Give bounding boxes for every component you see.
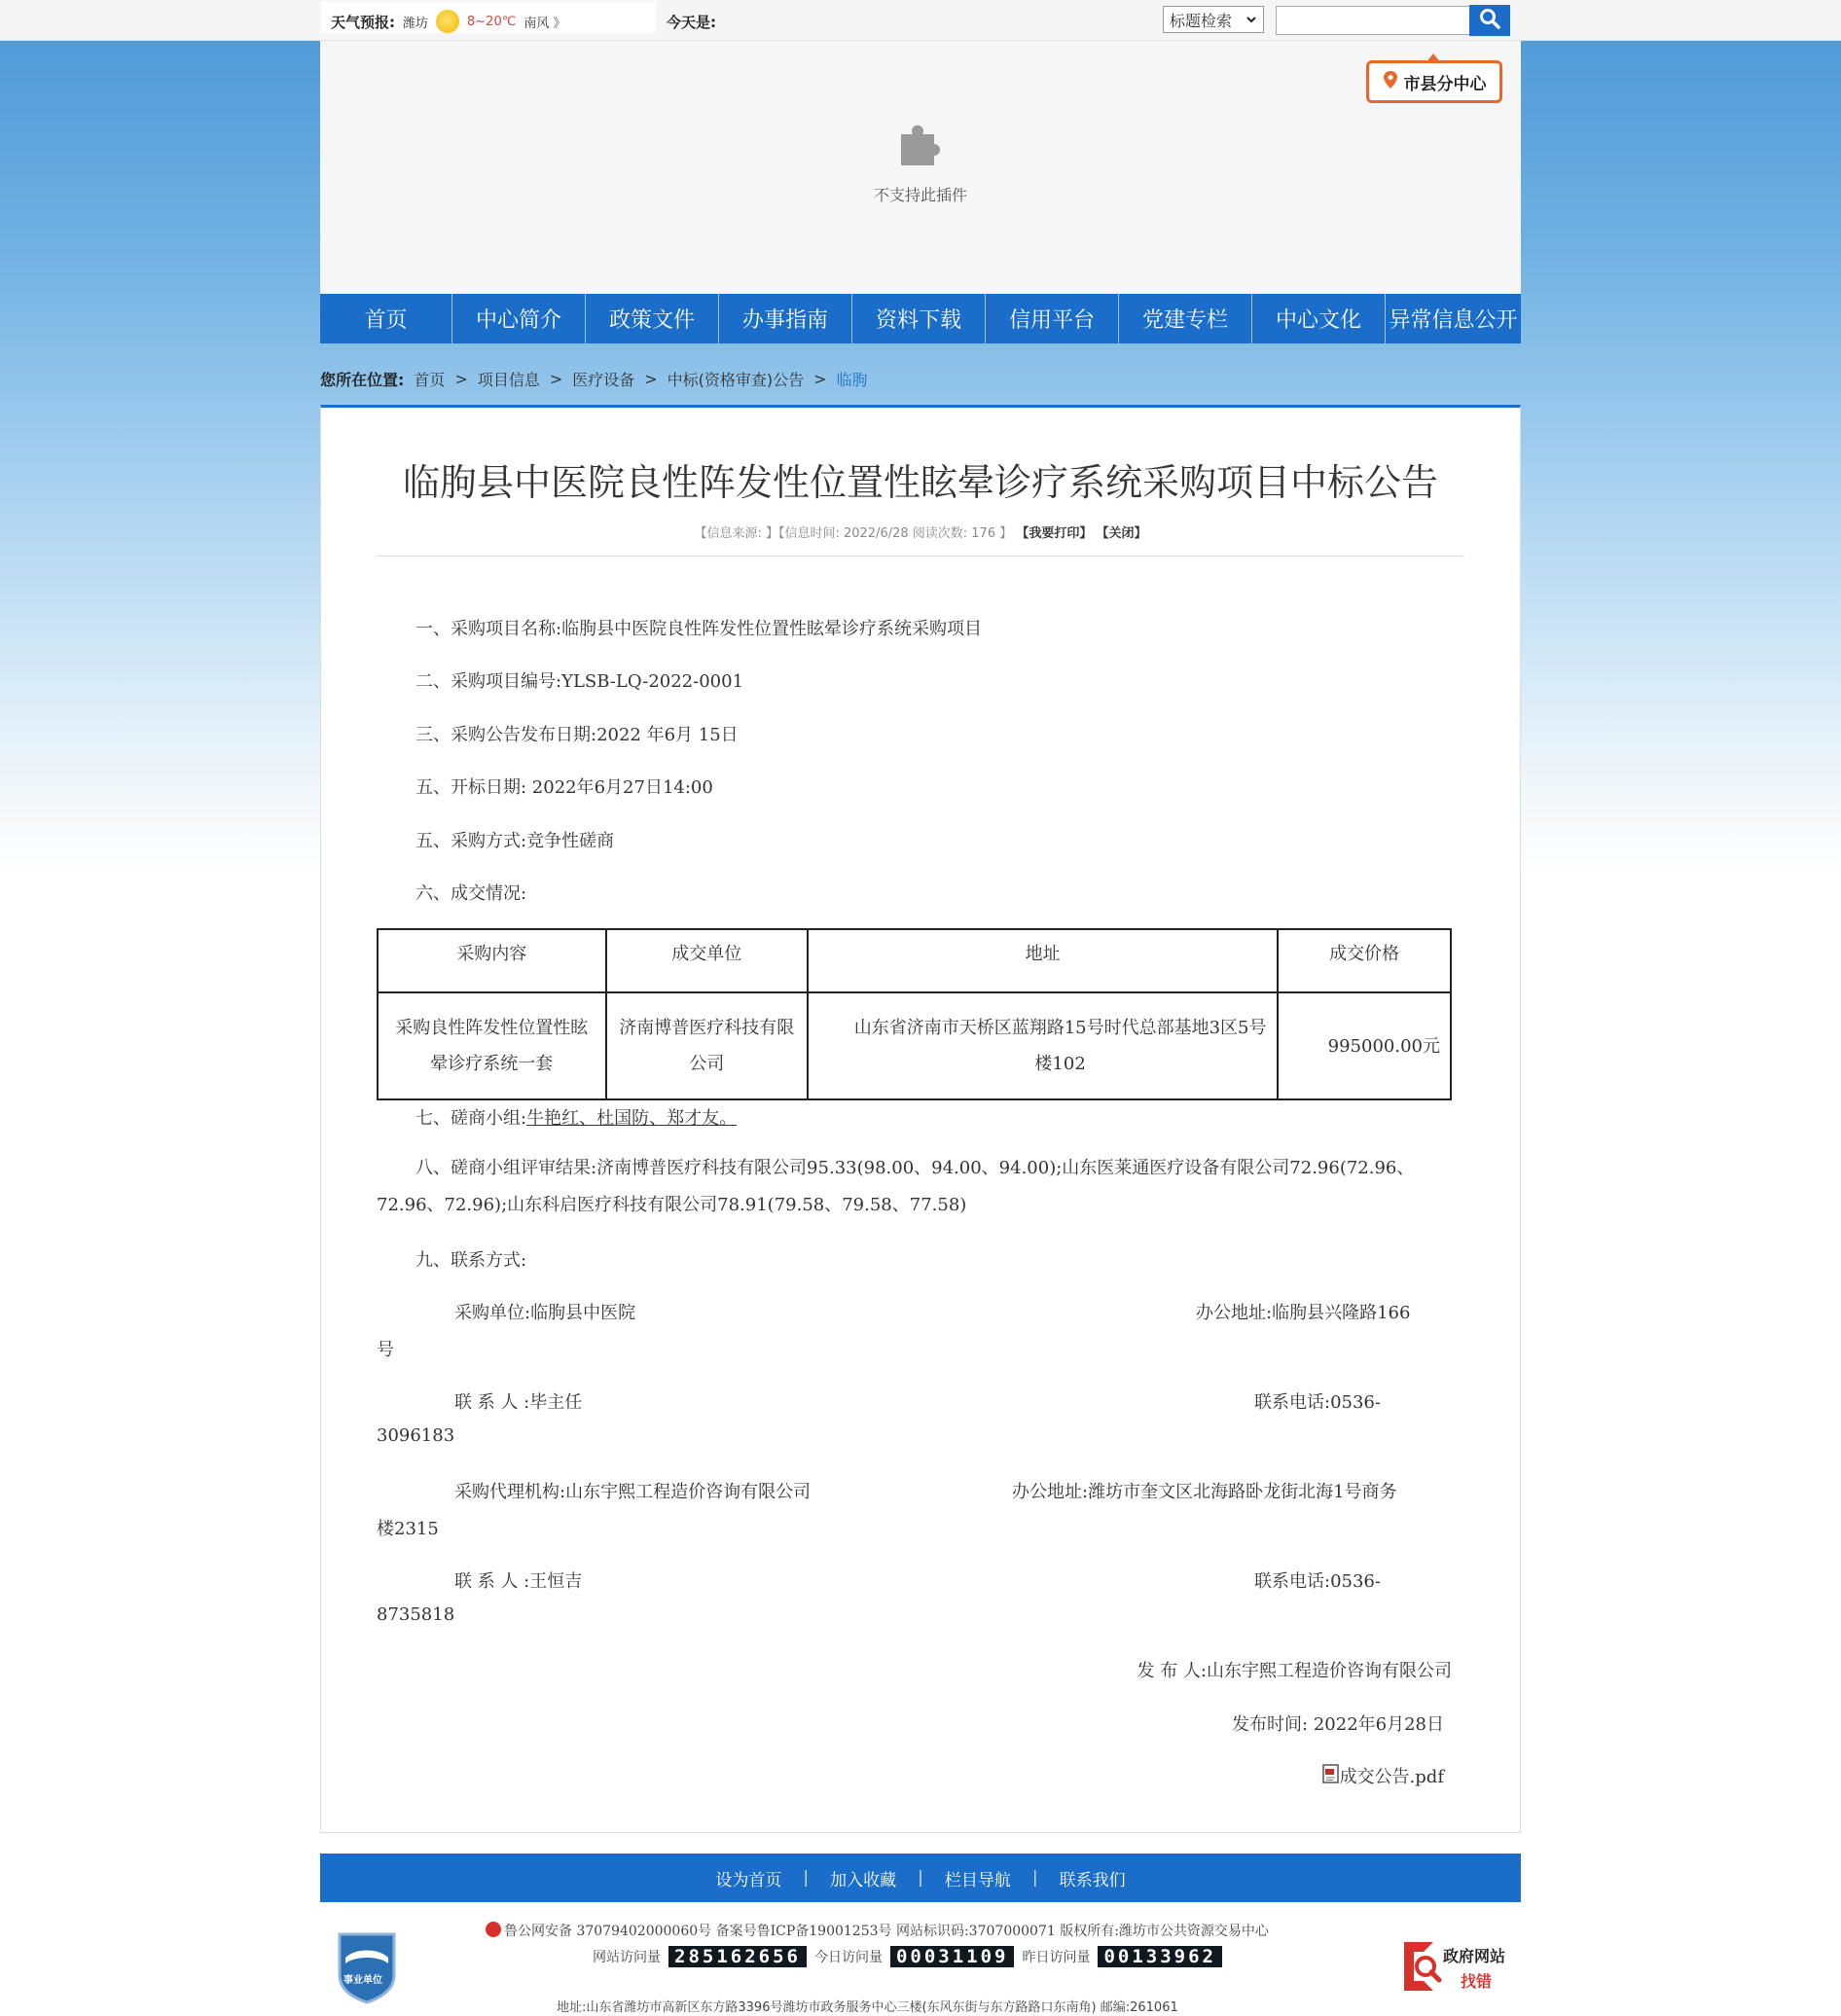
nav-item-guide[interactable]: 办事指南 <box>719 294 852 343</box>
visit-counters <box>593 1946 1222 1967</box>
publisher: 发 布 人:山东宇熙工程造价咨询有限公司 <box>1137 1661 1452 1681</box>
footer-line1-text: 鲁公网安备 37079402000060号 备案号鲁ICP备19001253号 网站标识码:3707000071 版权所有:潍坊市公共资源交易中心 <box>504 1924 1269 1939</box>
table-header-cell: 成交单位 <box>606 929 809 992</box>
footer-line1 <box>486 1921 1269 1940</box>
search-icon <box>1479 8 1500 33</box>
para-bid-date: 五、开标日期: 2022年6月27日14:00 <box>415 777 713 798</box>
nav-item-credit[interactable]: 信用平台 <box>986 294 1119 343</box>
para-contact-heading: 九、联系方式: <box>415 1250 527 1271</box>
table-header-row <box>378 929 1451 992</box>
today-visits-value: 00031109 <box>890 1946 1015 1967</box>
para-review-result: 八、磋商小组评审结果:济南博普医疗科技有限公司95.33(98.00、94.00、94.00);山东医莱通医疗设备有限公司72.96(72.96、72.96、72.96);山东科启医疗科技有限公司78.91(79.58、79.58、77.58) <box>377 1158 1415 1215</box>
breadcrumb-sep: > <box>454 369 468 388</box>
article-panel <box>320 405 1521 1833</box>
plugin-text: 不支持此插件 <box>873 186 967 204</box>
top-bar <box>0 0 1841 41</box>
table-header-cell: 成交价格 <box>1278 929 1451 992</box>
search-type-value: 标题检索 <box>1170 11 1233 30</box>
para-panel <box>415 1104 737 1130</box>
total-visits-label: 网站访问量 <box>593 1950 661 1965</box>
publish-time: 发布时间: 2022年6月28日 <box>1232 1714 1444 1735</box>
breadcrumb-item[interactable]: 中标(资格审查)公告 <box>667 370 805 389</box>
article-meta-source: 【信息来源: 】【信息时间: 2022/6/28 阅读次数: 176 】 <box>694 526 1013 541</box>
nav-item-anomaly[interactable]: 异常信息公开 <box>1389 308 1518 333</box>
para-project-number: 二、采购项目编号:YLSB-LQ-2022-0001 <box>415 671 744 692</box>
nav-item-culture[interactable]: 中心文化 <box>1252 294 1386 343</box>
city-center-notch <box>1426 54 1441 63</box>
breadcrumb-item[interactable]: 项目信息 <box>477 370 540 389</box>
weather-wind: 南风 》 <box>523 16 566 31</box>
print-button[interactable]: 【我要打印】 <box>1016 526 1093 541</box>
contact-buyer: 采购单位:临朐县中医院 <box>454 1303 636 1323</box>
table-row <box>378 992 1451 1099</box>
public-institution-badge[interactable] <box>336 1928 398 2004</box>
yesterday-visits-value: 00133962 <box>1098 1946 1222 1967</box>
table-header-cell: 采购内容 <box>378 929 606 992</box>
para-panel-label: 七、磋商小组: <box>415 1108 527 1129</box>
footer-divider: | <box>918 1868 923 1888</box>
table-cell: 山东省济南市天桥区蓝翔路15号时代总部基地3区5号楼102 <box>808 992 1278 1099</box>
contact-agent: 采购代理机构:山东宇熙工程造价咨询有限公司 <box>454 1482 812 1502</box>
total-visits-value: 285162656 <box>668 1946 807 1967</box>
badge-left-text: 事业单位 <box>343 1975 382 1986</box>
nav-item-downloads[interactable]: 资料下载 <box>852 294 986 343</box>
search-button[interactable] <box>1469 5 1510 36</box>
search-type-select[interactable] <box>1163 6 1264 33</box>
footer-divider: | <box>1031 1868 1038 1888</box>
breadcrumb <box>320 364 1521 393</box>
puzzle-icon <box>893 157 948 175</box>
city-center-button[interactable] <box>1366 60 1502 103</box>
footer-link-contact[interactable]: 联系我们 <box>1059 1870 1126 1890</box>
plugin-placeholder <box>320 117 1521 205</box>
article-title: 临朐县中医院良性阵发性位置性眩晕诊疗系统采购项目中标公告 <box>402 461 1438 504</box>
deal-table <box>377 928 1452 1100</box>
location-pin-icon <box>1383 70 1398 94</box>
breadcrumb-sep: > <box>644 369 658 388</box>
close-button[interactable]: 【关闭】 <box>1096 526 1147 541</box>
badge-right-text1: 政府网站 <box>1443 1947 1506 1965</box>
table-cell: 济南博普医疗科技有限公司 <box>606 992 809 1099</box>
para-publish-date: 三、采购公告发布日期:2022 年6月 15日 <box>415 725 739 745</box>
contact-agent-phone-tail: 8735818 <box>377 1604 455 1625</box>
table-cell: 995000.00元 <box>1278 992 1451 1099</box>
footer-address: 地址:山东省潍坊市高新区东方路3396号潍坊市政务服务中心三楼(东风东街与东方路路口东南角) 邮编:261061 <box>557 2000 1178 2015</box>
article-body <box>377 408 1452 1828</box>
para-deal-heading: 六、成交情况: <box>415 883 527 904</box>
nav-item-home[interactable]: 首页 <box>320 294 452 343</box>
chevron-down-icon <box>1245 11 1257 29</box>
breadcrumb-lead: 您所在位置: <box>320 370 405 389</box>
today-label: 今天是: <box>667 14 716 31</box>
weather-label: 天气预报: <box>331 13 395 31</box>
weather-widget <box>331 10 565 33</box>
breadcrumb-current[interactable]: 临朐 <box>836 370 868 389</box>
attachment-link[interactable] <box>1322 1763 1444 1788</box>
nav-item-about[interactable]: 中心简介 <box>452 294 586 343</box>
footer-link-home[interactable]: 设为首页 <box>715 1870 782 1890</box>
contact-buyer-phone: 联系电话:0536- <box>1254 1392 1381 1413</box>
contact-agent-address-tail: 楼2315 <box>377 1519 439 1539</box>
attachment-label: 成交公告.pdf <box>1339 1767 1444 1787</box>
gov-site-error-report[interactable] <box>1400 1938 1521 1995</box>
police-emblem-icon <box>486 1922 501 1937</box>
table-cell: 采购良性阵发性位置性眩晕诊疗系统一套 <box>378 992 606 1099</box>
contact-agent-address: 办公地址:潍坊市奎文区北海路卧龙街北海1号商务 <box>1012 1482 1397 1502</box>
weather-temp: 8~20℃ <box>467 14 517 29</box>
footer-info <box>320 1913 1521 2016</box>
para-method: 五、采购方式:竞争性磋商 <box>415 831 615 851</box>
pdf-icon <box>1322 1764 1340 1788</box>
header-banner <box>320 41 1521 294</box>
contact-buyer-person: 联 系 人 :毕主任 <box>454 1392 583 1413</box>
city-center-label: 市县分中心 <box>1403 74 1487 94</box>
today-visits-label: 今日访问量 <box>813 1950 883 1965</box>
table-header-cell: 地址 <box>808 929 1278 992</box>
badge-right-text2: 找错 <box>1461 1972 1493 1991</box>
contact-buyer-address-tail: 号 <box>377 1340 394 1360</box>
breadcrumb-sep: > <box>549 369 563 388</box>
contact-buyer-address: 办公地址:临朐县兴隆路166 <box>1196 1303 1411 1323</box>
sun-icon <box>436 10 459 33</box>
contact-agent-person: 联 系 人 :王恒吉 <box>454 1571 583 1592</box>
weather-city: 潍坊 <box>403 16 429 31</box>
yesterday-visits-label: 昨日访问量 <box>1022 1950 1091 1965</box>
search-input[interactable] <box>1276 6 1470 35</box>
contact-buyer-phone-tail: 3096183 <box>377 1425 455 1446</box>
nav-item-policy[interactable]: 政策文件 <box>586 294 719 343</box>
breadcrumb-item[interactable]: 首页 <box>414 370 446 389</box>
breadcrumb-item[interactable]: 医疗设备 <box>572 370 635 389</box>
contact-agent-phone: 联系电话:0536- <box>1254 1571 1381 1592</box>
para-panel-members: 牛艳红、杜国防、郑才友。 <box>526 1108 738 1129</box>
main-nav <box>320 294 1521 343</box>
para-project-name: 一、采购项目名称:临朐县中医院良性阵发性位置性眩晕诊疗系统采购项目 <box>415 619 983 639</box>
breadcrumb-sep: > <box>813 369 827 388</box>
footer-links <box>320 1854 1521 1902</box>
footer-link-sitemap[interactable]: 栏目导航 <box>944 1870 1011 1890</box>
nav-item-party[interactable]: 党建专栏 <box>1119 294 1252 343</box>
footer-link-favorite[interactable]: 加入收藏 <box>830 1870 897 1890</box>
footer-divider: | <box>803 1868 810 1888</box>
